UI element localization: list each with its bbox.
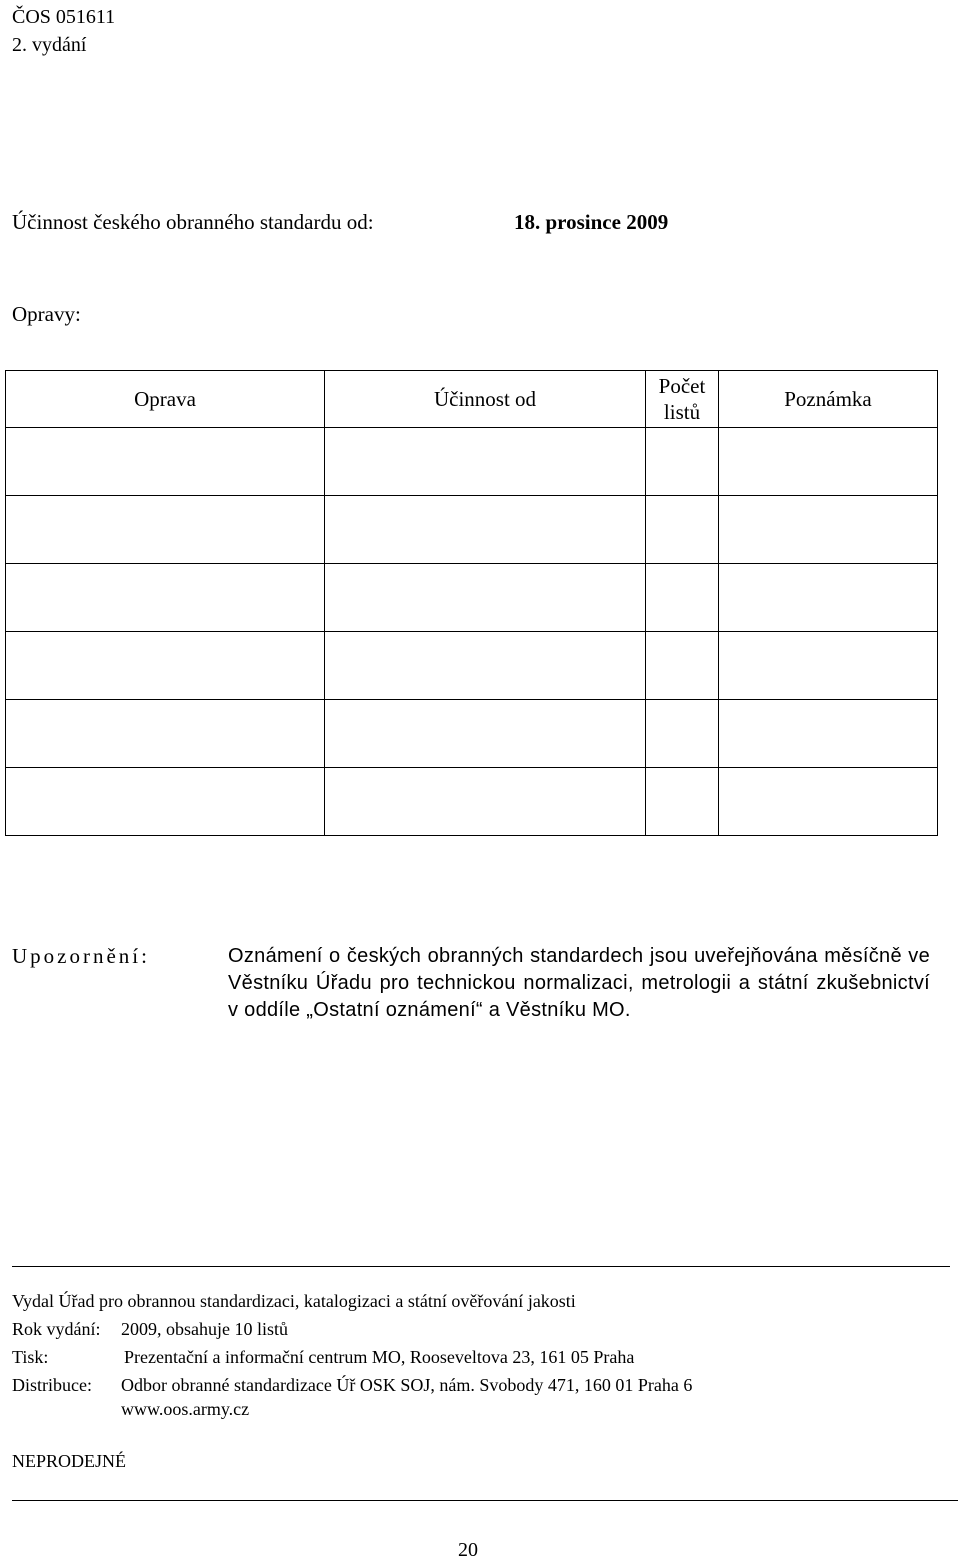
table-row <box>6 768 938 836</box>
website-link[interactable]: www.oos.army.cz <box>121 1399 250 1419</box>
imprint-top-rule <box>12 1266 950 1267</box>
table-cell <box>325 496 646 564</box>
table-cell <box>719 632 938 700</box>
footer-rule <box>12 1500 958 1501</box>
table-cell <box>719 428 938 496</box>
page-number: 20 <box>458 1539 478 1561</box>
table-cell <box>646 632 719 700</box>
table-cell <box>6 564 325 632</box>
table-cell <box>6 768 325 836</box>
notice-text: Oznámení o českých obranných standardech jsou uveřejňována měsíčně ve Věstníku Úřadu pro technickou normalizaci, metrologii a státní zkušebnictví v oddíle „Ostatní oznámení“ a Věstníku MO. <box>228 945 930 1021</box>
column-header-ucinnost-od: Účinnost od <box>325 371 646 428</box>
print-value: Prezentační a informační centrum MO, Rooseveltova 23, 161 05 Praha <box>124 1347 635 1367</box>
year-value: 2009, obsahuje 10 listů <box>121 1319 288 1339</box>
table-cell <box>325 632 646 700</box>
column-header-pocet-line1: Počet <box>658 374 706 398</box>
column-header-pocet-listu <box>646 371 719 428</box>
table-cell <box>325 428 646 496</box>
table-cell <box>325 700 646 768</box>
table-row <box>6 700 938 768</box>
table-row <box>6 564 938 632</box>
publisher: Vydal Úřad pro obrannou standardizaci, katalogizaci a státní ověřování jakosti <box>12 1291 576 1311</box>
table-cell <box>646 700 719 768</box>
table-cell <box>646 768 719 836</box>
standard-number: ČOS 051611 <box>12 6 116 28</box>
column-header-pocet-line2: listů <box>663 400 701 424</box>
table-cell <box>325 768 646 836</box>
column-header-oprava: Oprava <box>6 371 325 428</box>
print-label: Tisk: <box>12 1347 49 1367</box>
table-cell <box>6 632 325 700</box>
table-header-row <box>6 371 938 428</box>
effective-date: 18. prosince 2009 <box>514 210 669 234</box>
distribution-label: Distribuce: <box>12 1375 92 1395</box>
corrections-table <box>5 370 938 836</box>
sale-note: NEPRODEJNÉ <box>12 1451 127 1471</box>
table-cell <box>646 564 719 632</box>
distribution-value: Odbor obranné standardizace Úř OSK SOJ, nám. Svobody 471, 160 01 Praha 6 <box>121 1375 693 1395</box>
table-cell <box>6 496 325 564</box>
table-cell <box>719 564 938 632</box>
year-label: Rok vydání: <box>12 1319 101 1339</box>
table-cell <box>6 428 325 496</box>
table-row <box>6 632 938 700</box>
edition: 2. vydání <box>12 34 87 56</box>
table-cell <box>646 496 719 564</box>
table-cell <box>719 496 938 564</box>
effective-label: Účinnost českého obranného standardu od: <box>12 210 374 234</box>
table-cell <box>719 700 938 768</box>
table-cell <box>325 564 646 632</box>
table-row <box>6 428 938 496</box>
column-header-poznamka: Poznámka <box>719 371 938 428</box>
table-row <box>6 496 938 564</box>
corrections-label: Opravy: <box>12 302 81 326</box>
table-cell <box>6 700 325 768</box>
notice-label: Upozornění: <box>12 944 150 968</box>
table-cell <box>719 768 938 836</box>
table-cell <box>646 428 719 496</box>
